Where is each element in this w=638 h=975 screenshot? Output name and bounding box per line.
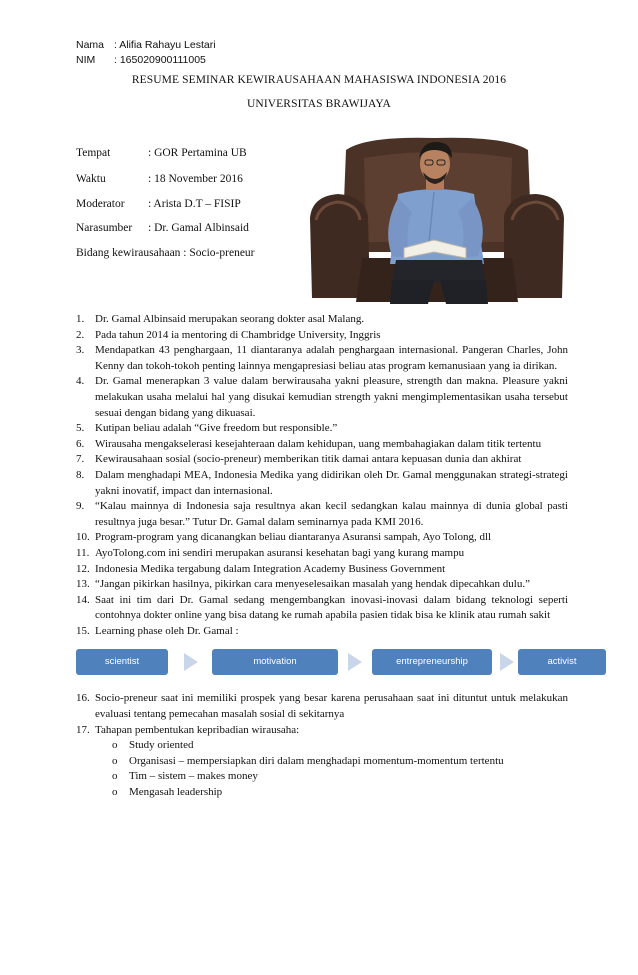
item-text: Indonesia Medika tergabung dalam Integration Academy Business Government [95,562,446,575]
item-number: 4. [76,375,85,388]
name-value: : Alifia Rahayu Lestari [114,39,216,51]
list-item [76,546,568,562]
item-text: Kutipan beliau adalah “Give freedom but responsible.” [95,422,338,435]
item-number: 2. [76,328,85,341]
item-text: Dr. Gamal menerapkan 3 value dalam berwirausaha yakni pleasure, strength dan makna. Pleasure yakni melakukan usaha melalui hal yang disukai kemudian strength yakni mengimplementasikan usaha tersebut sesuai dengan bidang yang dikuasai. [95,375,568,419]
item-text: “Kalau mainnya di Indonesia saja resultnya akan kecil sedangkan kalau mainnya di dunia global pasti resultnya juga besar.” Tutur Dr. Gamal dalam seminarnya pada KMI 2016. [95,500,568,528]
bullet-icon: o [112,786,118,799]
sub-item-text: Mengasah leadership [129,786,223,799]
document-subtitle: UNIVERSITAS BRAWIJAYA [247,98,391,110]
list-item [76,691,568,722]
bullet-icon: o [112,739,118,752]
item-text: Tahapan pembentukan kepribadian wirausaha: [95,723,300,736]
list-item [76,468,568,499]
item-number: 13. [76,578,90,591]
item-number: 10. [76,531,90,544]
item-text: Learning phase oleh Dr. Gamal : [95,624,239,637]
item-number: 14. [76,593,90,606]
sub-list-item [76,754,568,770]
item-number: 12. [76,562,90,575]
list-item [76,421,568,437]
list-item [76,624,577,688]
flow-step-scientist: scientist [76,649,168,675]
flow-arrow-icon [500,653,514,671]
nim-value: : 165020900111005 [114,54,206,66]
info-value: : 18 November 2016 [148,173,243,185]
item-text: AyoTolong.com ini sendiri merupakan asuransi kesehatan bagi yang kurang mampu [95,546,465,559]
info-label: Tempat [76,147,111,159]
list-item [76,593,568,624]
document-title: RESUME SEMINAR KEWIRAUSAHAAN MAHASISWA INDONESIA 2016 [131,74,507,86]
list-item [76,312,568,328]
item-number: 9. [76,500,85,513]
list-item [76,530,568,546]
item-number: 7. [76,453,85,466]
item-number: 8. [76,468,85,481]
item-text: “Jangan pikirkan hasilnya, pikirkan cara menyeselesaikan masalah yang hendak dipecahkan dulu.” [95,578,530,591]
item-number: 11. [76,546,90,559]
item-number: 15. [76,624,90,637]
info-bidang: Bidang kewirausahaan : Socio-preneur [76,247,255,259]
info-tempat [76,146,247,160]
item-text: Dalam menghadapi MEA, Indonesia Medika yang didirikan oleh Dr. Gamal menggunakan strategi-strategi yakni inovatif, impact dan internasional. [95,468,568,497]
item-text: Pada tahun 2014 ia mentoring di Chambridge University, Inggris [95,328,381,341]
flow-arrow-icon [348,653,362,671]
info-narasumber [76,221,249,235]
item-number: 5. [76,422,85,435]
item-number: 1. [76,313,85,325]
resume-list [76,312,577,801]
sub-list-item [76,769,568,785]
list-item [76,499,568,530]
list-item [76,562,568,578]
info-waktu [76,172,243,186]
item-number: 17. [76,723,90,736]
list-item [76,343,568,374]
item-text: Dr. Gamal Albinsaid merupakan seorang dokter asal Malang. [95,313,365,325]
flow-step-activist: activist [518,649,606,675]
info-label: Moderator [76,198,125,210]
list-item [76,437,568,453]
item-number: 6. [76,437,85,450]
bullet-icon: o [112,770,118,783]
item-text: Mendapatkan 43 penghargaan, 11 diantaranya adalah penghargaan internasional. Pangeran Charles, John Kenny dan tokoh-tokoh penting lainnya mengapresiasi beliau atas program kemanusiaan yang ia dirikan. [95,344,568,372]
sub-list [76,738,568,800]
sub-list-item [76,738,568,754]
info-value: : Dr. Gamal Albinsaid [148,222,249,234]
list-item [76,577,568,593]
sub-item-text: Organisasi – mempersiapkan diri dalam menghadapi momentum-momentum tertentu [129,754,504,767]
flow-step-motivation: motivation [212,649,338,675]
nim-label: NIM [76,54,96,66]
list-item [76,723,568,801]
name-label: Nama [76,39,105,51]
item-text: Wirausaha mengakselerasi kesejahteraan dalam kehidupan, uang membahagiakan dalam titik tertentu [95,437,542,450]
info-label: Waktu [76,173,106,185]
item-number: 16. [76,692,90,705]
learning-phase-flow [76,641,608,687]
item-text: Socio-preneur saat ini memiliki prospek yang besar karena perusahaan saat ini dituntut untuk melakukan evaluasi tentang pemecahan masalah sosial di sekitarnya [95,692,568,721]
sub-item-text: Tim – sistem – makes money [129,770,258,783]
flow-step-entrepreneurship: entrepreneurship [372,649,492,675]
flow-arrow-icon [184,653,198,671]
item-text: Saat ini tim dari Dr. Gamal sedang mengembangkan inovasi-inovasi dalam bidang teknologi seperti contohnya dokter online yang bisa datang ke rumah apabila pasien tidak bisa ke klinik atau rumah sakit [95,593,568,622]
info-moderator [76,197,241,211]
info-label: Narasumber [76,222,133,234]
item-number: 3. [76,344,85,357]
name-line [76,38,216,53]
bullet-icon: o [112,754,118,767]
item-text: Program-program yang dicanangkan beliau diantaranya Asuransi sampah, Ayo Tolong, dll [95,531,492,544]
speaker-photo [306,132,568,306]
nim-line [76,53,206,68]
sub-item-text: Study oriented [129,739,194,752]
sub-list-item [76,785,568,801]
item-text: Kewirausahaan sosial (socio-preneur) memberikan titik damai antara kepuasan dunia dan akhirat [95,453,522,466]
info-value: : Arista D.T – FISIP [148,198,241,210]
list-item [76,452,568,468]
list-item [76,374,568,421]
list-item [76,328,568,344]
info-value: : GOR Pertamina UB [148,147,247,159]
